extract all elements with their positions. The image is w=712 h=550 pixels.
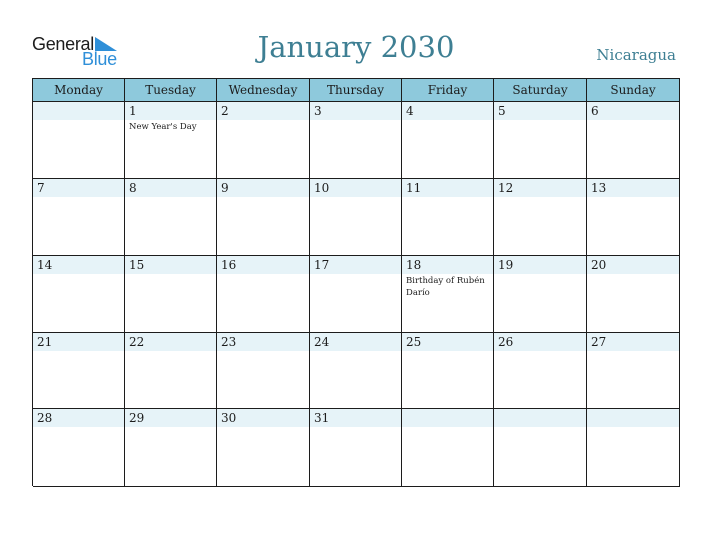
day-cell[interactable] — [402, 409, 494, 487]
day-cell[interactable] — [402, 256, 494, 333]
day-cell[interactable] — [217, 409, 310, 487]
day-number: 19 — [498, 258, 514, 272]
day-cell[interactable] — [33, 333, 125, 409]
day-number: 4 — [406, 104, 414, 118]
day-number: 3 — [314, 104, 322, 118]
day-number: 2 — [221, 104, 229, 118]
day-cell-band — [33, 102, 124, 120]
day-cell[interactable] — [33, 409, 125, 487]
day-number: 22 — [129, 335, 145, 349]
day-cell[interactable] — [587, 409, 680, 487]
day-cell-band — [494, 102, 586, 120]
day-number: 28 — [37, 411, 53, 425]
day-cell[interactable] — [217, 179, 310, 256]
day-number: 1 — [129, 104, 137, 118]
day-number: 12 — [498, 181, 514, 195]
day-cell-band — [310, 102, 401, 120]
day-number: 21 — [37, 335, 53, 349]
day-number: 18 — [406, 258, 422, 272]
day-cell-band — [125, 179, 216, 197]
day-number: 29 — [129, 411, 145, 425]
day-cell-band — [494, 409, 586, 427]
weekday-header-wednesday: Wednesday — [217, 79, 310, 102]
weekday-header-sunday: Sunday — [587, 79, 680, 102]
weekday-header-monday: Monday — [33, 79, 125, 102]
day-cell-band — [217, 102, 309, 120]
day-cell[interactable] — [125, 333, 217, 409]
day-cell[interactable] — [33, 256, 125, 333]
day-cell[interactable] — [310, 256, 402, 333]
day-cell[interactable] — [310, 409, 402, 487]
day-cell[interactable] — [33, 102, 125, 179]
day-number: 10 — [314, 181, 330, 195]
calendar-grid — [32, 78, 680, 486]
day-cell[interactable] — [217, 102, 310, 179]
holiday-label: New Year's Day — [129, 122, 197, 132]
logo-text-general: General — [32, 34, 94, 54]
day-cell[interactable] — [494, 179, 587, 256]
day-number: 5 — [498, 104, 506, 118]
weekday-header-row — [33, 79, 680, 102]
day-cell[interactable] — [310, 179, 402, 256]
day-cell[interactable] — [125, 179, 217, 256]
day-number: 11 — [406, 181, 422, 195]
day-number: 7 — [37, 181, 45, 195]
day-cell[interactable] — [217, 256, 310, 333]
weekday-header-tuesday: Tuesday — [125, 79, 217, 102]
day-number: 15 — [129, 258, 145, 272]
day-cell[interactable] — [494, 256, 587, 333]
day-cell-band — [587, 102, 679, 120]
day-cell-band — [402, 102, 493, 120]
day-cell[interactable] — [217, 333, 310, 409]
day-cell[interactable] — [310, 333, 402, 409]
weekday-header-friday: Friday — [402, 79, 494, 102]
day-cell[interactable] — [587, 102, 680, 179]
country-label: Nicaragua — [596, 46, 676, 64]
day-cell[interactable] — [587, 179, 680, 256]
logo-text-blue: Blue — [82, 49, 117, 69]
day-number: 27 — [591, 335, 607, 349]
day-number: 26 — [498, 335, 514, 349]
day-cell-band — [587, 409, 679, 427]
day-cell[interactable] — [587, 256, 680, 333]
day-cell[interactable] — [402, 102, 494, 179]
day-number: 20 — [591, 258, 607, 272]
calendar-title: January 2030 — [257, 30, 455, 64]
holiday-label: Birthday of Rubén Darío — [406, 276, 485, 298]
day-cell-band — [125, 102, 216, 120]
day-number: 24 — [314, 335, 330, 349]
day-number: 6 — [591, 104, 599, 118]
day-number: 9 — [221, 181, 229, 195]
day-cell[interactable] — [402, 333, 494, 409]
day-cell-band — [33, 179, 124, 197]
day-cell-band — [402, 409, 493, 427]
day-number: 17 — [314, 258, 330, 272]
day-cell[interactable] — [494, 409, 587, 487]
weekday-header-thursday: Thursday — [310, 79, 402, 102]
day-cell[interactable] — [494, 102, 587, 179]
day-number: 23 — [221, 335, 237, 349]
day-cell[interactable] — [125, 409, 217, 487]
day-number: 31 — [314, 411, 330, 425]
day-cell[interactable] — [125, 102, 217, 179]
day-cell[interactable] — [33, 179, 125, 256]
day-number: 25 — [406, 335, 422, 349]
day-cell[interactable] — [125, 256, 217, 333]
day-cell[interactable] — [310, 102, 402, 179]
day-cell[interactable] — [494, 333, 587, 409]
day-cell[interactable] — [587, 333, 680, 409]
day-number: 14 — [37, 258, 53, 272]
day-number: 16 — [221, 258, 237, 272]
day-number: 13 — [591, 181, 607, 195]
day-number: 30 — [221, 411, 237, 425]
day-cell-band — [217, 179, 309, 197]
day-cell[interactable] — [402, 179, 494, 256]
weekday-header-saturday: Saturday — [494, 79, 587, 102]
day-number: 8 — [129, 181, 137, 195]
